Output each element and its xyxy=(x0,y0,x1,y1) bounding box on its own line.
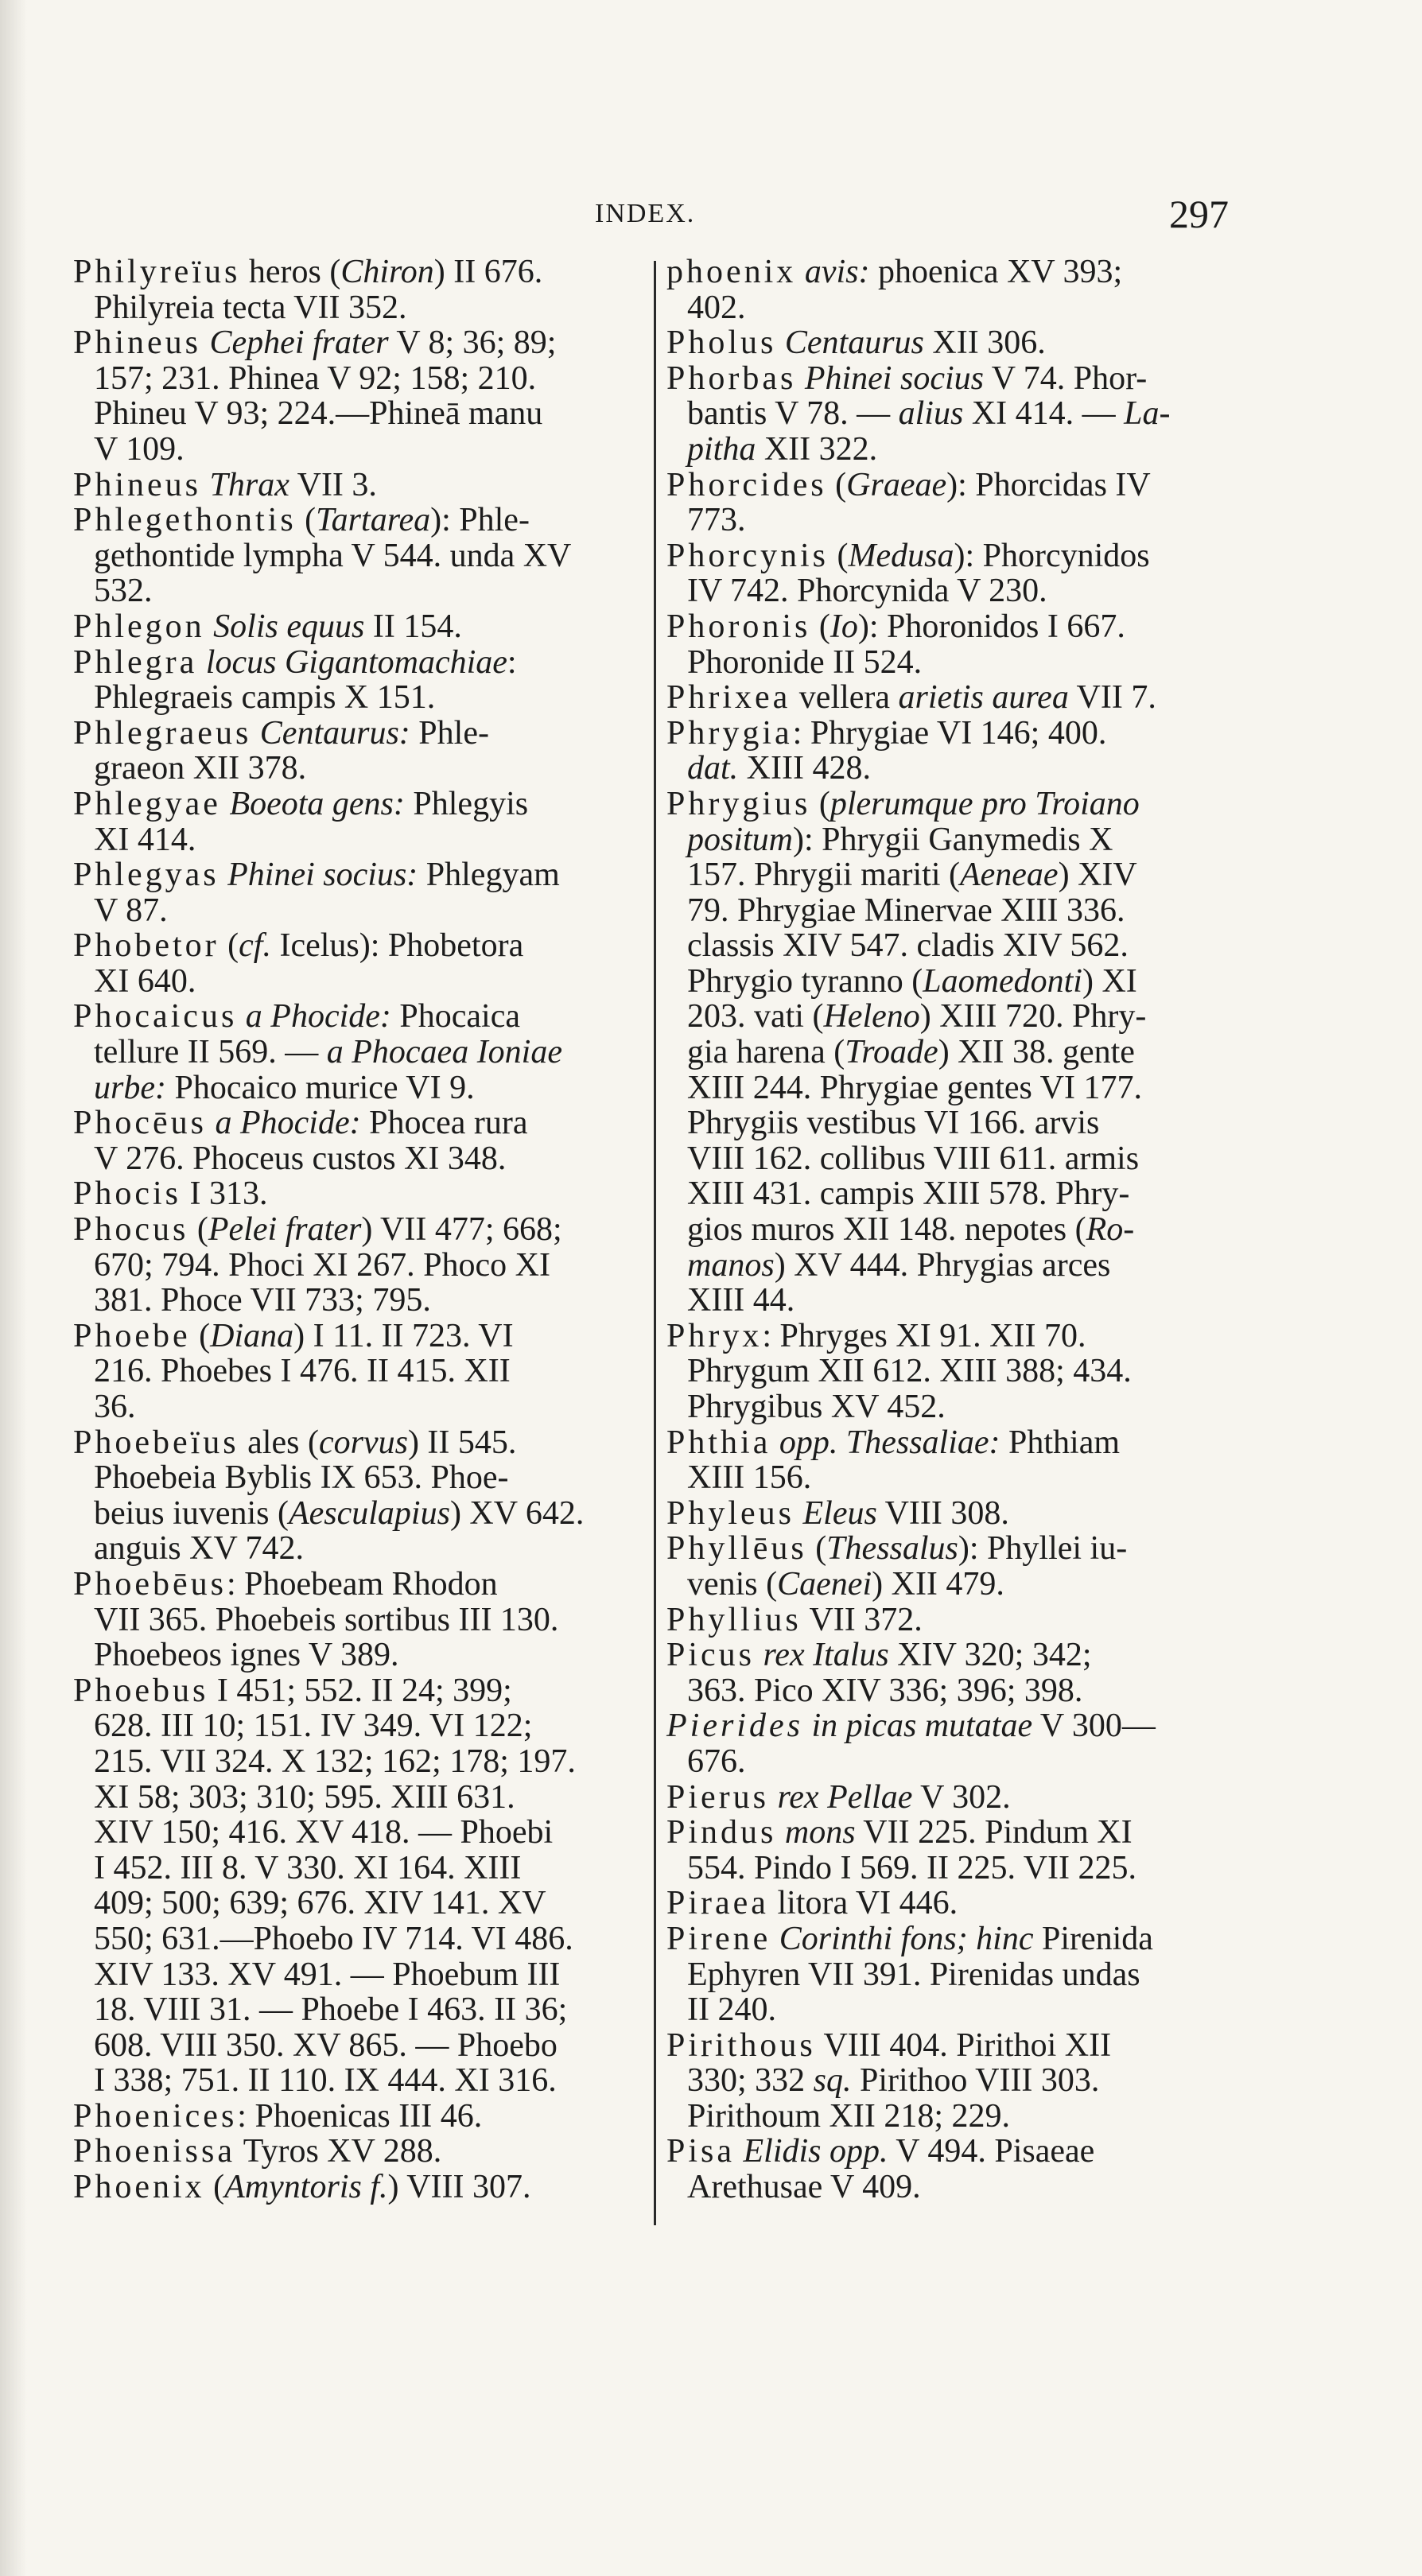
entry-text: ): Phoronidos I 667. Phoronide II 524. xyxy=(687,608,1125,681)
page-number: 297 xyxy=(1169,192,1229,236)
entry-text: VII 225. Pindum XI 554. Pindo I 569. II 225. VII 225. xyxy=(687,1814,1137,1886)
entry-text: ) XI 203. vati ( xyxy=(687,962,1137,1035)
entry-text: ) I 11. II 723. VI 216. Phoebes I 476. II 415. XII 36. xyxy=(94,1317,514,1425)
entry-text: ): Phle- gethontide lympha V 544. unda XV 532. xyxy=(94,502,572,610)
index-entry xyxy=(666,1921,1241,2028)
entry-headword: Pirene xyxy=(666,1920,771,1957)
entry-text: XIV 320; 342; 363. Pico XIV 336; 396; 398. xyxy=(687,1637,1092,1709)
entry-headword: Phoronis xyxy=(666,608,811,645)
entry-headword: Phrixea xyxy=(666,679,791,717)
entry-headword: Phrygius xyxy=(666,785,811,822)
entry-text: V 494. Pisaeae Arethusae V 409. xyxy=(687,2133,1095,2206)
entry-headword: Picus xyxy=(666,1637,756,1674)
index-entry xyxy=(73,2170,646,2205)
entry-text: La- pitha xyxy=(687,395,1171,468)
entry-text: phoenica XV 393; 402. xyxy=(687,254,1123,326)
entry-text: Corinthi fons; hinc xyxy=(779,1920,1034,1957)
entry-headword: Pisa xyxy=(666,2133,736,2170)
entry-text: : Phoenicas III 46. xyxy=(237,2097,483,2135)
entry-headword: Phoenix xyxy=(73,2169,205,2206)
entry-text: corvus xyxy=(318,1424,408,1461)
entry-text: Aeneae xyxy=(959,857,1059,894)
index-entry xyxy=(666,325,1241,361)
entry-text: ) VII 477; 668; 670; 794. Phoci XI 267. Phoco XI 381. Phoce VII 733; 795. xyxy=(94,1211,562,1319)
index-entry xyxy=(666,609,1241,680)
index-entry xyxy=(73,1176,646,1212)
entry-text: VII 7. xyxy=(1068,679,1156,717)
entry-headword: Phobetor xyxy=(73,927,220,965)
entry-text: Boeota gens: xyxy=(229,785,405,822)
entry-text: Phlegyam V 87. xyxy=(94,857,560,929)
index-entry xyxy=(666,716,1241,787)
entry-text xyxy=(201,324,210,361)
entry-headword: Pierides xyxy=(666,1708,803,1745)
entry-text xyxy=(207,1105,216,1141)
entry-text: a Phocaea Ioniae urbe: xyxy=(94,1034,562,1106)
entry-text: Ro- manos xyxy=(687,1211,1135,1284)
entry-text: Laomedonti xyxy=(923,962,1082,1000)
entry-headword: Phoebeïus xyxy=(73,1424,239,1461)
index-entry xyxy=(73,645,646,716)
entry-headword: Piraea xyxy=(666,1885,769,1922)
entry-text: V 302. xyxy=(912,1778,1011,1816)
entry-text: Pirithoo VIII 303. Pirithoum XII 218; 229. xyxy=(687,2062,1100,2135)
entry-text: Centaurus xyxy=(784,324,924,362)
index-entry xyxy=(666,787,1241,1319)
entry-text: Thrax xyxy=(209,466,289,503)
entry-text xyxy=(776,1814,785,1851)
entry-text: V 8; 36; 89; 157; 231. Phinea V 92; 158; 210. Phineu V 93; 224.—Phineā manu V 109. xyxy=(94,324,557,468)
entry-text: Pelei frater xyxy=(208,1211,362,1249)
index-entry xyxy=(666,2028,1241,2135)
entry-headword: Phlegraeus xyxy=(73,714,252,752)
index-entry xyxy=(73,468,646,503)
index-entry xyxy=(666,1531,1241,1602)
entry-text: Phinei socius: xyxy=(227,857,418,894)
entry-headword: Phocus xyxy=(73,1211,189,1249)
entry-text: XI 414. — xyxy=(963,395,1125,433)
entry-text: V 300— 676. xyxy=(687,1708,1156,1780)
entry-text xyxy=(201,467,210,503)
entry-text: : Phlegraeis campis X 151. xyxy=(94,643,517,717)
entry-headword: Philyreïus xyxy=(73,254,241,290)
entry-text: Phocea rura V 276. Phoceus custos XI 348. xyxy=(94,1105,528,1177)
column-divider xyxy=(654,261,656,2225)
entry-text: heros ( xyxy=(240,254,341,290)
index-column-left xyxy=(73,254,646,2205)
entry-text: ( xyxy=(829,537,849,574)
entry-text: Chiron xyxy=(340,254,434,290)
page-header xyxy=(0,191,1422,247)
entry-text: Solis equus xyxy=(213,608,365,645)
entry-text xyxy=(237,998,246,1035)
entry-text: ( xyxy=(826,466,847,503)
index-entry xyxy=(666,361,1241,468)
entry-text: : Phryges XI 91. XII 70. Phrygum XII 612. XIII 388; 434. Phrygibus XV 452. xyxy=(687,1317,1132,1425)
index-entry xyxy=(73,2099,646,2135)
entry-text: ( xyxy=(810,785,830,822)
entry-text: ) VIII 307. xyxy=(387,2169,531,2206)
entry-headword: Phoebe xyxy=(73,1317,191,1354)
entry-headword: Phryx xyxy=(666,1317,763,1354)
entry-text: XIII 428. xyxy=(738,750,871,787)
entry-text xyxy=(220,857,228,893)
entry-headword: Phoenissa xyxy=(73,2133,235,2170)
entry-headword: Phyllēus xyxy=(666,1530,807,1568)
entry-text: ) XIII 720. Phry- gia harena ( xyxy=(687,998,1147,1071)
index-entry xyxy=(666,1425,1241,1496)
entry-text xyxy=(796,360,805,397)
entry-text: Amyntoris f. xyxy=(224,2169,388,2206)
entry-headword: Phthia xyxy=(666,1424,771,1461)
index-entry xyxy=(666,1886,1241,1921)
entry-text: rex Italus xyxy=(763,1637,889,1674)
entry-headword: Phorcides xyxy=(666,466,827,503)
index-entry xyxy=(666,1319,1241,1425)
entry-text: ( xyxy=(188,1211,208,1249)
entry-text: Eleus xyxy=(802,1494,877,1532)
index-entry xyxy=(666,680,1241,716)
entry-text: Phocaica tellure II 569. — xyxy=(94,998,520,1071)
entry-text: cf. xyxy=(239,927,271,965)
entry-text xyxy=(221,786,230,822)
entry-text: : Phoebeam Rhodon VII 365. Phoebeis sortibus III 130. Phoebeos ignes V 389. xyxy=(94,1565,559,1674)
entry-text: I 313. xyxy=(181,1175,268,1213)
entry-headword: Pierus xyxy=(666,1778,769,1816)
entry-text xyxy=(776,324,785,361)
entry-text xyxy=(771,1921,779,1957)
entry-text: Thessalus xyxy=(826,1530,958,1568)
entry-text: dat. xyxy=(687,750,739,787)
index-entry xyxy=(73,503,646,609)
entry-text: I 451; 552. II 24; 399; 628. III 10; 151. IV 349. VI 122; 215. VII 324. X 132; 162; 178; 197. XI 58; 303; 310; 595. XIII 631. XIV 150; 416. XV 418. — Phoebi I 452. III 8. V 330. XI 164. XIII 409; 500; 639; 676. XIV 141. XV 550; 631.—Phoebo IV 714. VI 486. XIV 133. XV 491. — Phoebum III 18. VIII 31. — Phoebe I 463. II 36; 608. VIII 350. XV 865. — Phoebo I 338; 751. II 110. IX 444. XI 316. xyxy=(94,1672,576,2100)
entry-text: ( xyxy=(296,502,317,539)
entry-text: Tyros XV 288. xyxy=(235,2133,442,2170)
index-entry xyxy=(73,857,646,928)
entry-text: arietis aurea xyxy=(898,679,1069,717)
entry-text: Heleno xyxy=(823,998,920,1035)
entry-text: sq. xyxy=(813,2062,852,2100)
entry-text: Elidis opp. xyxy=(743,2133,888,2170)
entry-text: Tartarea xyxy=(316,502,431,539)
index-entry xyxy=(666,1496,1241,1532)
entry-headword: Phyllius xyxy=(666,1601,802,1638)
index-entry xyxy=(73,1105,646,1176)
entry-text: II 154. xyxy=(364,608,462,645)
entry-text: ( xyxy=(204,2169,225,2206)
index-entry xyxy=(666,1780,1241,1816)
index-entry xyxy=(73,999,646,1105)
entry-headword: Phocaicus xyxy=(73,998,238,1035)
entry-text: Cephei frater xyxy=(209,324,389,362)
entry-headword: Phlegra xyxy=(73,643,198,681)
entry-text: Phocaico murice VI 9. xyxy=(165,1069,475,1106)
index-entry xyxy=(666,1815,1241,1886)
entry-text: Phle- graeon XII 378. xyxy=(94,714,489,787)
index-entry xyxy=(73,716,646,787)
entry-text xyxy=(795,1495,803,1532)
entry-text: vellera xyxy=(791,679,899,717)
entry-headword: Phlegethontis xyxy=(73,502,297,539)
entry-text: XII 322. xyxy=(756,430,878,468)
index-entry xyxy=(666,254,1241,325)
entry-headword: Phlegyae xyxy=(73,785,221,822)
entry-text: rex Pellae xyxy=(777,1778,913,1816)
entry-text: Aesculapius xyxy=(288,1494,450,1532)
entry-text: ( xyxy=(810,608,830,645)
entry-text: litora VI 446. xyxy=(768,1885,958,1922)
entry-text: plerumque pro Troiano positum xyxy=(687,785,1140,858)
entry-text: VII 3. xyxy=(289,466,377,503)
entry-headword: Phoebus xyxy=(73,1672,209,1709)
entry-headword: Pindus xyxy=(666,1814,777,1851)
entry-text: Centaurus: xyxy=(259,714,410,752)
entry-text: opp. Thessaliae: xyxy=(779,1424,1000,1461)
entry-text: ales ( xyxy=(239,1424,319,1461)
entry-headword: phoenix xyxy=(666,254,797,290)
entry-headword: Phlegon xyxy=(73,608,205,645)
entry-text: VII 372. xyxy=(801,1601,923,1638)
entry-text: : Phrygiae VI 146; 400. xyxy=(792,714,1107,752)
entry-headword: Phocēus xyxy=(73,1105,207,1142)
entry-headword: Phlegyas xyxy=(73,857,220,894)
entry-text: ): Phorcidas IV 773. xyxy=(687,466,1151,539)
index-entry xyxy=(73,1567,646,1673)
entry-text: ) XV 444. Phrygias arces XIII 44. xyxy=(687,1246,1111,1319)
entry-text: ) XII 479. xyxy=(872,1565,1004,1603)
index-entry xyxy=(73,928,646,999)
index-entry xyxy=(666,468,1241,538)
entry-text: Phinei socius xyxy=(804,359,984,397)
index-entry xyxy=(666,1708,1241,1779)
entry-headword: Phorbas xyxy=(666,359,797,397)
index-entry xyxy=(666,1638,1241,1708)
entry-text xyxy=(735,2133,744,2170)
entry-text: VIII 404. Pirithoi XII 330; 332 xyxy=(687,2026,1112,2100)
entry-headword: Pirithous xyxy=(666,2026,816,2064)
entry-text: ( xyxy=(219,927,239,965)
entry-text: avis: xyxy=(804,254,870,290)
entry-text: ) II 676. Philyreia tecta VII 352. xyxy=(94,254,543,326)
entry-headword: Phrygia xyxy=(666,714,793,752)
index-entry xyxy=(73,1673,646,2099)
entry-text: ) II 545. Phoebeia Byblis IX 653. Phoe- beius iuvenis ( xyxy=(94,1424,517,1532)
index-entry xyxy=(73,609,646,645)
entry-text: Phthiam XIII 156. xyxy=(687,1424,1121,1497)
index-entry xyxy=(73,2134,646,2170)
page-edge-shadow xyxy=(0,0,27,2576)
index-entry xyxy=(73,1212,646,1319)
index-entry xyxy=(666,538,1241,609)
entry-text: Medusa xyxy=(848,537,954,574)
entry-text: ( xyxy=(806,1530,827,1568)
entry-headword: Phorcynis xyxy=(666,537,829,574)
index-column-right xyxy=(666,254,1241,2205)
entry-text: in picas mutatae xyxy=(811,1708,1033,1745)
entry-headword: Phoenices xyxy=(73,2097,238,2135)
index-entry xyxy=(73,254,646,325)
entry-headword: Phyleus xyxy=(666,1494,795,1532)
entry-text xyxy=(796,254,805,290)
entry-text xyxy=(251,715,260,752)
entry-text: V 74. Phor- bantis V 78. — xyxy=(687,359,1148,433)
entry-headword: Pholus xyxy=(666,324,777,362)
index-entry xyxy=(666,2134,1241,2205)
entry-text: a Phocide: xyxy=(215,1105,361,1142)
entry-text xyxy=(803,1708,812,1744)
entry-headword: Phocis xyxy=(73,1175,182,1213)
entry-text: a Phocide: xyxy=(245,998,391,1035)
entry-text: ) XII 38. gente XIII 244. Phrygiae gentes VI 177. Phrygiis vestibus VI 166. arvis VIII 162. collibus VIII 611. armis XIII 431. campis XIII 578. Phry- gios muros XII 148. nepotes ( xyxy=(687,1034,1142,1249)
running-title: INDEX. xyxy=(595,199,696,228)
entry-text: Troade xyxy=(845,1034,938,1071)
index-entry xyxy=(73,1425,646,1567)
entry-text: XII 306. xyxy=(923,324,1046,362)
entry-text: Io xyxy=(830,608,858,645)
entry-text: Icelus): Phobetora XI 640. xyxy=(94,927,524,1000)
entry-headword: Phoebēus xyxy=(73,1565,227,1603)
index-entry xyxy=(73,1319,646,1425)
entry-text: mons xyxy=(784,1814,856,1851)
entry-text: Diana xyxy=(210,1317,294,1354)
entry-text: alius xyxy=(898,395,964,433)
entry-text: ) XV 642. anguis XV 742. xyxy=(94,1494,585,1568)
index-entry xyxy=(666,1603,1241,1638)
entry-text: Pirenida Ephyren VII 391. Pirenidas undas II 240. xyxy=(687,1920,1153,2029)
entry-text xyxy=(755,1637,763,1673)
entry-headword: Phineus xyxy=(73,324,202,362)
entry-text: ): Phrygii Ganymedis X 157. Phrygii mariti ( xyxy=(687,821,1113,894)
entry-text: VIII 308. xyxy=(876,1494,1009,1532)
entry-text xyxy=(205,608,214,645)
entry-text: Graeae xyxy=(846,466,947,503)
index-entry xyxy=(73,787,646,857)
entry-text xyxy=(197,644,206,681)
entry-text: ) XIV 79. Phrygiae Minervae XIII 336. classis XIV 547. cladis XIV 562. Phrygio tyranno ( xyxy=(687,857,1137,1000)
index-entry xyxy=(73,325,646,467)
entry-text: Caenei xyxy=(777,1565,872,1603)
entry-text: ): Phorcynidos IV 742. Phorcynida V 230. xyxy=(687,537,1150,610)
entry-text xyxy=(771,1424,779,1461)
entry-text xyxy=(769,1779,778,1816)
entry-text: ): Phyllei iu- venis ( xyxy=(687,1530,1128,1603)
entry-text: locus Gigantomachiae xyxy=(205,643,507,681)
entry-text: ( xyxy=(190,1317,211,1354)
entry-text: Phlegyis XI 414. xyxy=(94,785,529,858)
entry-headword: Phineus xyxy=(73,466,202,503)
